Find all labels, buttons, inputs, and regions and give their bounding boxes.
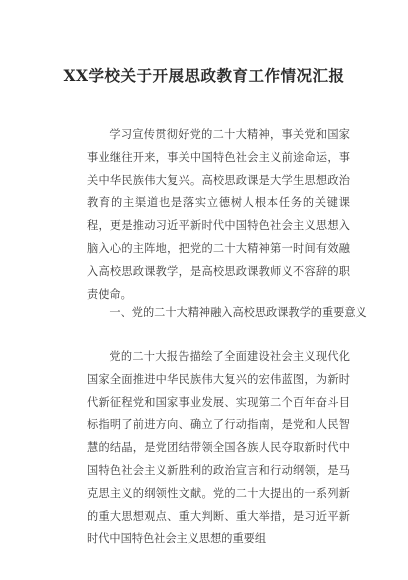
section-body-paragraph: 党的二十大报告描绘了全面建设社会主义现代化国家全面推进中华民族伟大复兴的宏伟蓝图，为新时代新征程党和国家事业发展、实现第二个百年奋斗目标指明了前进方向、确立了行动指南，是党和人民智慧的结晶，是党团结带领全国各族人民夺取新时代中国特色社会主义新胜利的政治宣言和行动纲领，是马克思主义的纲领性文献。党的二十大提出的一系列新的重大思想观点、重大判断、重大举措，是习近平新时代中国特色社会主义思想的重要组 bbox=[87, 350, 350, 546]
document-title: XX学校关于开展思政教育工作情况汇报 bbox=[63, 66, 345, 85]
intro-paragraph: 学习宣传贯彻好党的二十大精神，事关党和国家事业继往开来，事关中国特色社会主义前途命运，事关中华民族伟大复兴。高校思政课是大学生思想政治教育的主渠道也是落实立德树人根本任务的关键课程，更是推动习近平新时代中国特色社会主义思想入脑入心的主阵地，把党的二十大精神第一时间有效融入高校思政课教学，是高校思政课教师义不容辞的职责使命。 bbox=[87, 128, 350, 301]
section-heading: 一、党的二十大精神融入高校思政课教学的重要意义 bbox=[109, 306, 367, 319]
